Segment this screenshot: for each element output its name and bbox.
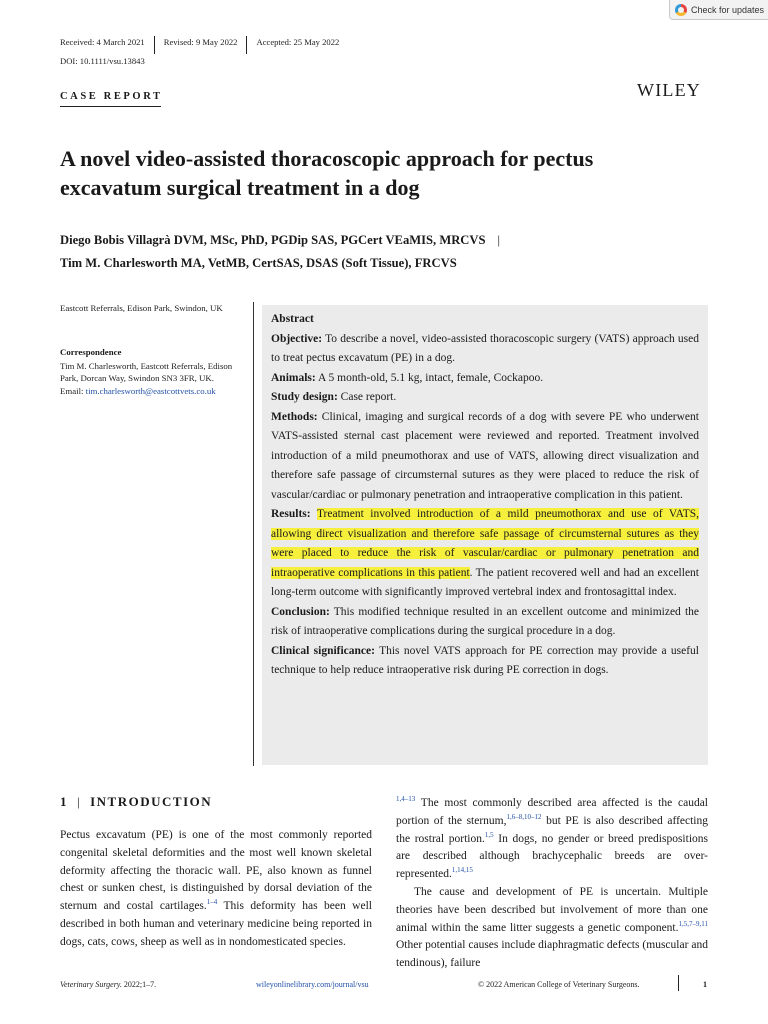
methods-text: Clinical, imaging and surgical records of a dog with severe PE who underwent VATS-assisted sternal cast placement were reviewed and reported. Treatment involved introduction of a mild pneumothorax and use of VATS, allowing direct visualization and therefore safe passage of circumsternal sutures as they were placed to reduce the risk of vascular/cardiac or pulmonary penetration and intraoperative complication in this patient. [271, 410, 699, 501]
intro-text: Pectus excavatum (PE) is one of the most commonly reported congenital skeletal deformities and the most well known skeletal deformity affecting the thoracic wall. PE, also known as funnel chest or sunken chest, is distinguished by dorsal deviation of the sternum and costal cartilages. [60, 829, 372, 913]
correspondence-details [60, 360, 248, 397]
intro-paragraph-1-continued [396, 795, 708, 884]
significance-label: Clinical significance: [271, 644, 375, 657]
footer-citation [60, 980, 156, 989]
accepted-date: Accepted: 25 May 2022 [256, 37, 340, 47]
citation-link[interactable]: 1,4–13 [396, 795, 416, 804]
results-highlighted-text: Treatment involved introduction of a mild pneumothorax and use of VATS, allowing direct visualization and therefore safe passage of circumsternal sutures as they were placed to reduce the risk of vascular/cardiac or pulmonary penetration and intraoperative complications in this patient [271, 508, 699, 579]
abstract-conclusion [271, 603, 699, 642]
design-text: Case report. [337, 391, 397, 403]
animals-text: A 5 month-old, 5.1 kg, intact, female, Cockapoo. [315, 371, 544, 384]
intro-paragraph-2 [396, 884, 708, 973]
objective-label: Objective: [271, 332, 323, 345]
check-for-updates-label: Check for updates [691, 4, 765, 15]
conclusion-label: Conclusion: [271, 605, 330, 618]
intro-text: The most commonly described area affected is the caudal portion of the sternum, [396, 797, 708, 827]
footer-divider [678, 975, 679, 991]
affiliation: Eastcott Referrals, Edison Park, Swindon, UK [60, 303, 223, 313]
journal-name: Veterinary Surgery. [60, 980, 122, 989]
citation-link[interactable]: 1–4 [206, 898, 218, 907]
article-type-underline [60, 106, 161, 107]
journal-url-link[interactable]: wileyonlinelibrary.com/journal/vsu [256, 980, 369, 989]
intro-paragraph-1 [60, 827, 372, 952]
section-title: INTRODUCTION [90, 794, 213, 809]
author-1: Diego Bobis Villagrà DVM, MSc, PhD, PGDip SAS, PGCert VEaMIS, MRCVS [60, 233, 486, 247]
author-separator: | [497, 233, 501, 247]
journal-volume: 2022;1–7. [121, 980, 157, 989]
publisher-logo: WILEY [637, 80, 701, 100]
copyright-notice: © 2022 American College of Veterinary Surgeons. [478, 980, 640, 989]
body-column-right [396, 795, 708, 973]
received-date: Received: 4 March 2021 [60, 37, 145, 47]
abstract-animals [271, 369, 699, 389]
sidebar-divider [253, 302, 254, 766]
section-number: 1 [60, 794, 68, 809]
intro-text: Other potential causes include diaphragmatic defects (muscular and tendinous), failure [396, 939, 708, 970]
abstract-box [262, 305, 708, 765]
doi: DOI: 10.1111/vsu.13843 [60, 56, 145, 66]
abstract-objective [271, 330, 699, 369]
crossmark-icon [675, 4, 687, 16]
email-link[interactable]: tim.charlesworth@eastcottvets.co.uk [85, 385, 216, 396]
objective-text: To describe a novel, video-assisted thoracoscopic surgery (VATS) approach used to treat pectus excavatum (PE) in a dog. [271, 332, 699, 364]
abstract-results [271, 505, 699, 603]
article-dates [60, 36, 348, 54]
revised-date: Revised: 9 May 2022 [163, 37, 238, 47]
abstract-design [271, 388, 699, 408]
citation-link[interactable]: 1,5 [484, 830, 494, 839]
citation-link[interactable]: 1,14,15 [451, 866, 473, 875]
email-label: Email: [60, 385, 86, 396]
animals-label: Animals: [271, 371, 316, 384]
intro-text: In dogs, no gender or breed predispositions are described although brachycephalic breeds are over-represented. [396, 832, 708, 881]
article-title: A novel video-assisted thoracoscopic approach for pectus excavatum surgical treatment in a dog [60, 146, 594, 200]
citation-link[interactable]: 1,5,7–9,11 [678, 919, 708, 928]
citation-link[interactable]: 1,6–8,10–12 [506, 812, 542, 821]
intro-text: but PE is also described affecting the rostral portion. [396, 814, 709, 845]
body-column-left [60, 827, 372, 952]
correspondence-heading: Correspondence [60, 347, 122, 357]
page-number: 1 [703, 980, 707, 989]
correspondence-address: Tim M. Charlesworth, Eastcott Referrals, Edison Park, Dorcan Way, Swindon SN3 3FR, UK. [60, 361, 233, 384]
author-list [60, 229, 720, 275]
results-label: Results: [271, 508, 311, 520]
results-text: . The patient recovered well and had an excellent long-term outcome with significantly improved vertebral index and frontosagittal index. [271, 566, 699, 598]
abstract-significance [271, 642, 699, 681]
design-label: Study design: [271, 391, 338, 403]
section-heading-introduction [60, 794, 212, 810]
significance-text: This novel VATS approach for PE correction may provide a useful technique to help reduce intraoperative risk during PE correction in dogs. [271, 644, 699, 676]
conclusion-text: This modified technique resulted in an excellent outcome and minimized the risk of intraoperative complications during the surgical procedure in a dog. [271, 605, 699, 637]
section-separator: | [77, 794, 82, 809]
intro-text: The cause and development of PE is uncertain. Multiple theories have been described but involvement of more than one animal within the same litter suggests a genetic component. [396, 885, 708, 934]
author-2: Tim M. Charlesworth MA, VetMB, CertSAS, DSAS (Soft Tissue), FRCVS [60, 256, 457, 270]
methods-label: Methods: [271, 410, 318, 423]
abstract-heading: Abstract [271, 313, 314, 325]
intro-text: This deformity has been well described in both human and veterinary medicine being reported in dogs, cats, cows, sheep as well as in nondomesticated species. [60, 900, 372, 948]
article-type: CASE REPORT [60, 91, 163, 102]
check-for-updates-button[interactable] [669, 0, 768, 20]
abstract-methods [271, 408, 699, 506]
